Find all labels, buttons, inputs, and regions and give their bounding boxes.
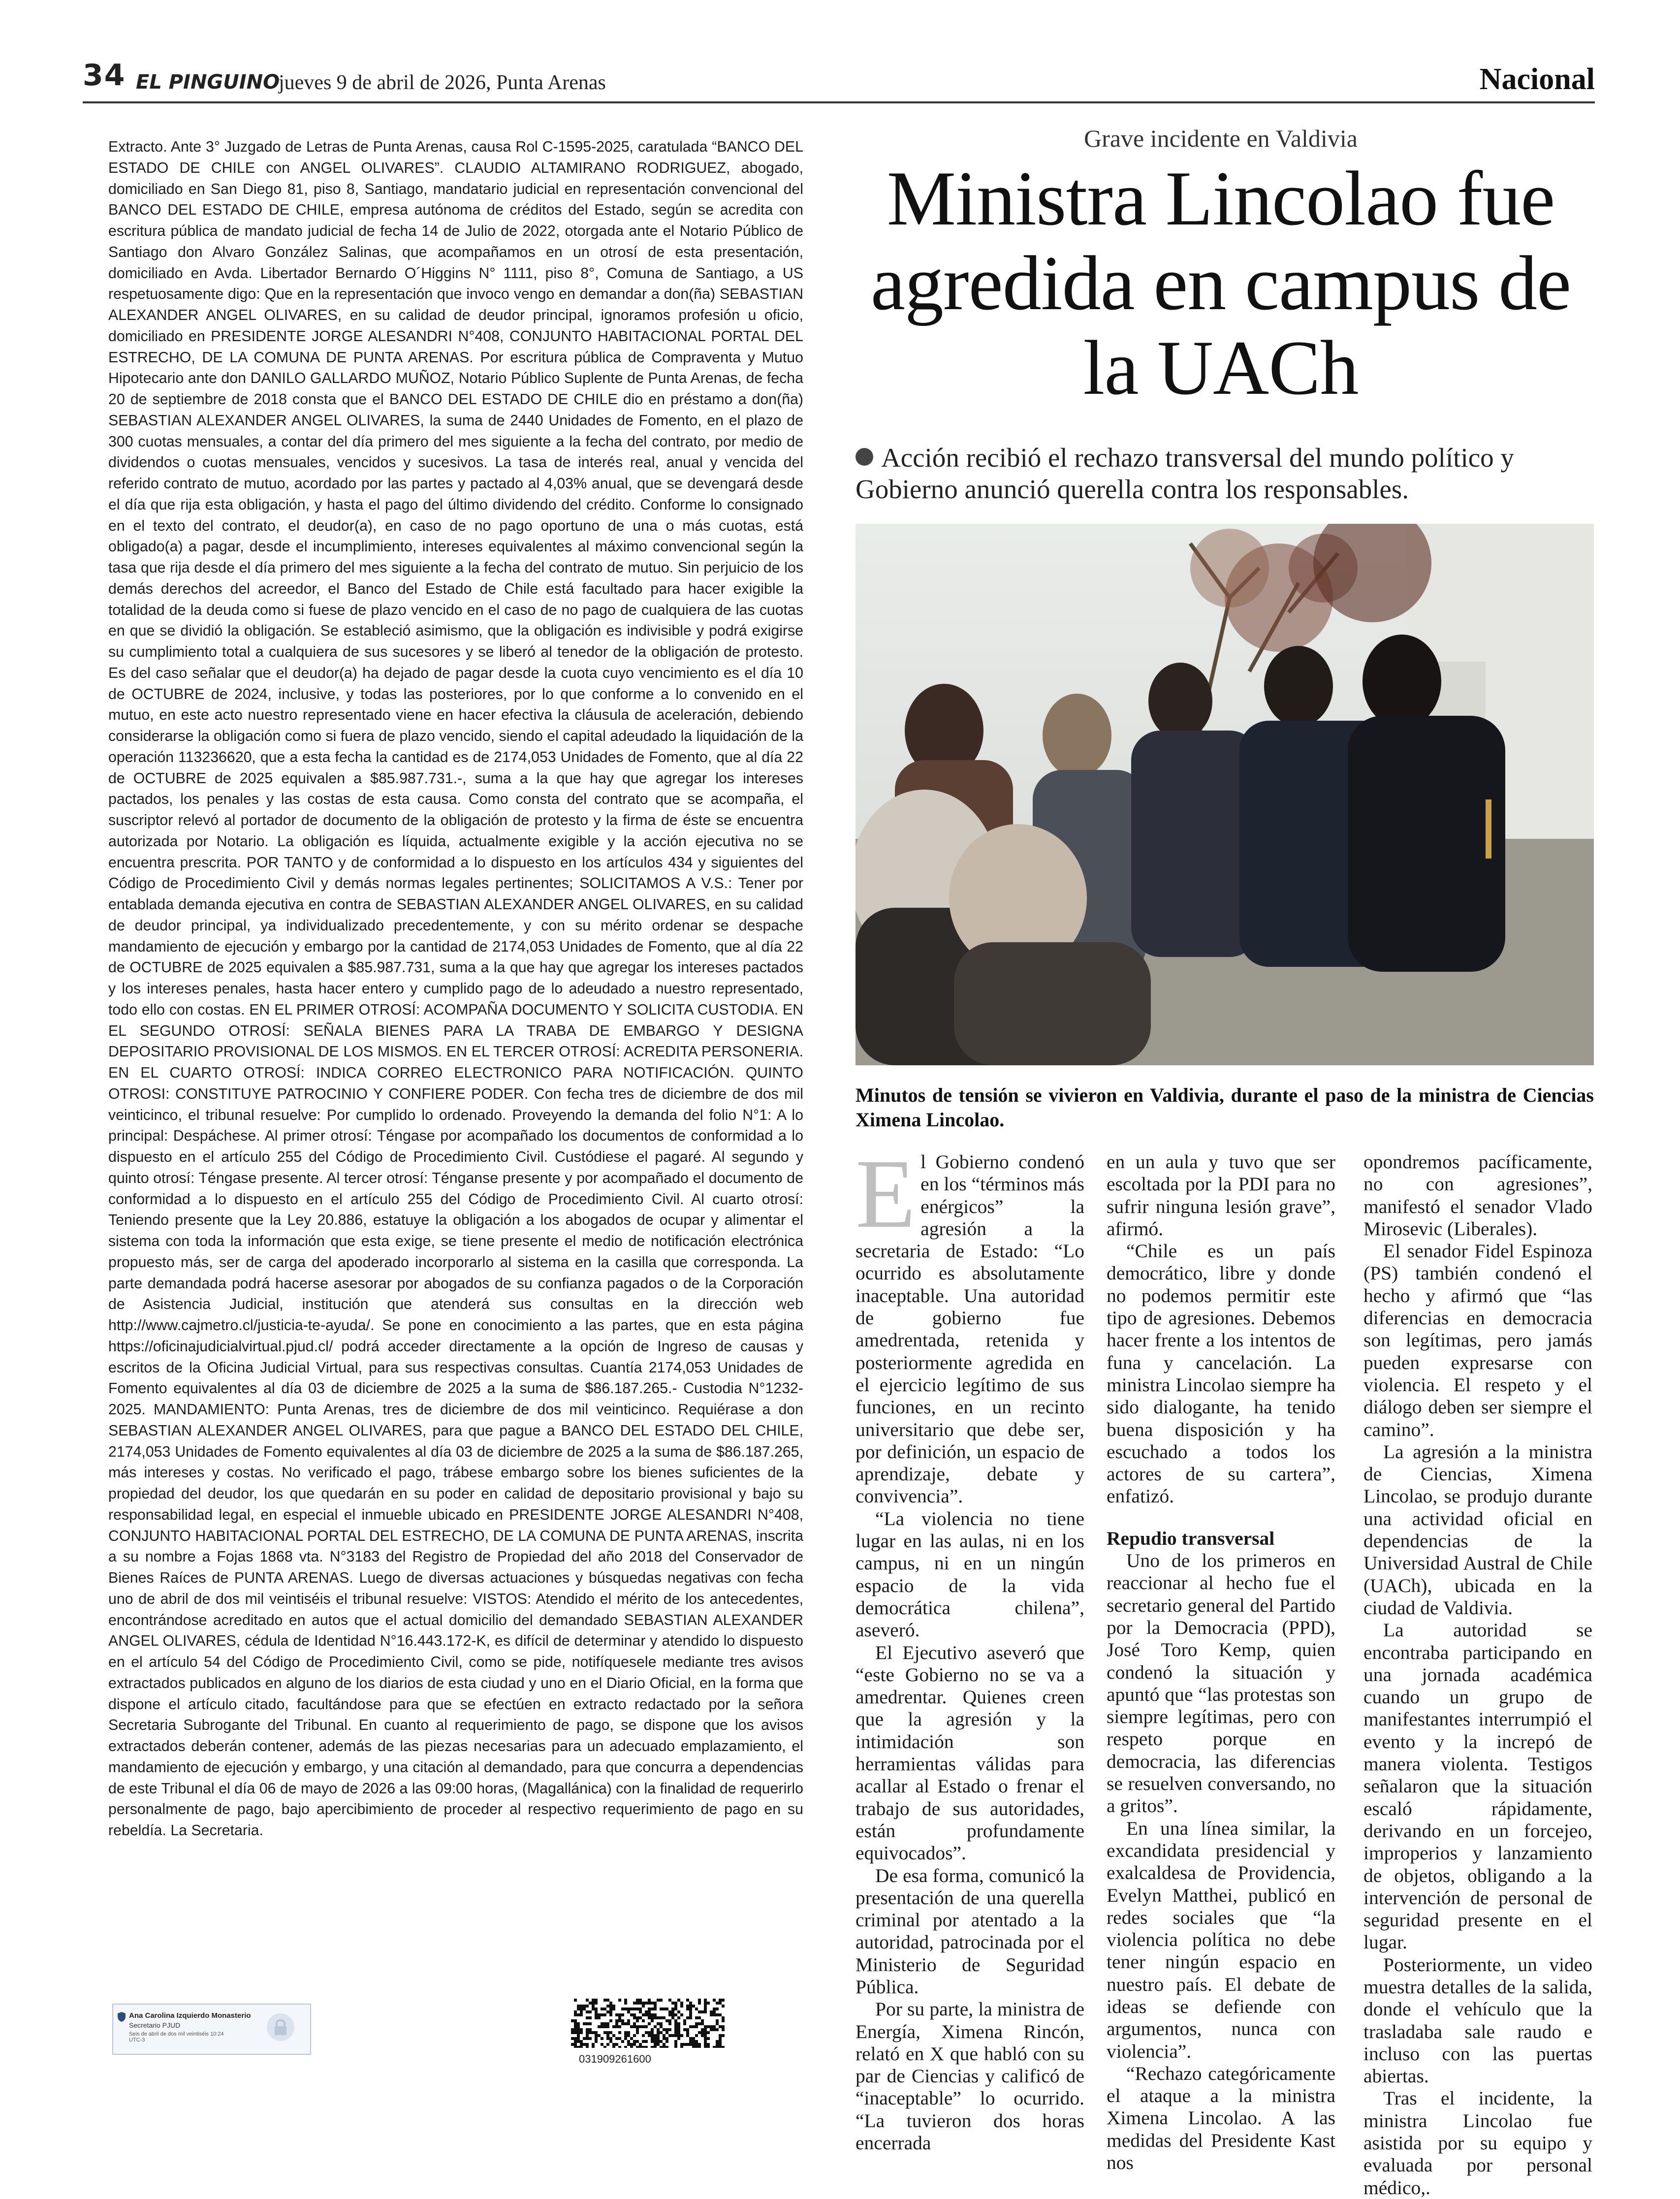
article-lead-text: Acción recibió el rechazo transversal del mundo político y Gobierno anunció querella contra los responsables.	[856, 443, 1514, 505]
article-paragraph: De esa forma, comunicó la presentación de una querella criminal por atentado a la autoridad, patrocinada por el Ministerio de Seguridad Pública.	[856, 1864, 1084, 1998]
page-header	[0, 0, 1680, 108]
article-paragraph: En una línea similar, la excandidata presidencial y exalcaldesa de Providencia, Evelyn Matthei, publicó en redes sociales que “la violencia política no debe tener ningún espacio en nuestro país. El debate de ideas se defiende con argumentos, nunca con violencia”.	[1107, 1817, 1335, 2062]
dateline: jueves 9 de abril de 2026, Punta Arenas	[279, 71, 606, 94]
article-paragraph: Tras el incidente, la ministra Lincolao fue asistida por su equipo y evaluada por personal médico,.	[1363, 2087, 1592, 2199]
article-paragraph: l Gobierno condenó en los “términos más enérgicos” la agresión a la secretaria de Estado: “Lo ocurrido es absolutamente inaceptable. Una autoridad de gobierno fue amedrentada, retenida y posteriormente agredida en el ejercicio legítimo de sus funciones, en un recinto universitario que debe ser, por definición, un espacio de aprendizaje, debate y convivencia”.	[856, 1151, 1084, 1507]
article-paragraph: El Ejecutivo aseveró que “este Gobierno no se va a amedrentar. Quienes creen que la agresión y la intimidación son herramientas válidas para acallar al Estado o frenar el trabajo de sus autoridades, están profundamente equivocados”.	[856, 1641, 1084, 1864]
signer-role: Secretario PJUD	[129, 2021, 181, 2029]
header-rule	[83, 101, 1595, 103]
article-paragraph: El senador Fidel Espinoza (PS) también condenó el hecho y afirmó que “las diferencias en democracia son legítimas, pero jamás pueden expresarse con violencia. El respeto y el diálogo deben ser siempre el camino”.	[1363, 1240, 1592, 1440]
lock-icon	[266, 2012, 295, 2042]
barcode-number: 031909261600	[579, 2053, 651, 2065]
article-paragraph: en un aula y tuvo que ser escoltada por la PDI para no sufrir ninguna lesión grave”, afirmó.	[1107, 1151, 1335, 1240]
article-headline: Ministra Lincolao fue agredida en campus de la UACh	[870, 156, 1571, 412]
signer-name: Ana Carolina Izquierdo Monasterio	[129, 2011, 251, 2020]
article-paragraph: opondremos pacíficamente, no con agresiones”, manifestó el senador Vlado Mirosevic (Liberales).	[1363, 1151, 1592, 1240]
article-lead	[856, 442, 1594, 506]
bullet-icon	[856, 448, 873, 466]
article-subhead: Repudio transversal	[1107, 1527, 1275, 1549]
article-paragraph: Posteriormente, un video muestra detalles de la salida, donde el vehículo que la trasladaba sale raudo e incluso con las puertas abiertas.	[1363, 1953, 1592, 2087]
article-kicker: Grave incidente en Valdivia	[1084, 125, 1358, 152]
article-paragraph: “Rechazo categóricamente el ataque a la ministra Ximena Lincolao. A las medidas del Presidente Kast nos	[1107, 2062, 1335, 2174]
signature-date: Seis de abril de dos mil veintiséis 10:24 UTC-3	[129, 2031, 224, 2043]
article-paragraph: La agresión a la ministra de Ciencias, Ximena Lincolao, se produjo durante una actividad oficial en dependencias de la Universidad Austral de Chile (UACh), ubicada en la ciudad de Valdivia.	[1363, 1440, 1592, 1619]
legal-notice	[108, 137, 803, 2037]
shield-icon	[117, 2011, 126, 2022]
article-paragraph: “La violencia no tiene lugar en las aulas, ni en los campus, ni en un ningún espacio de la vida democrática chilena”, aseveró.	[856, 1507, 1084, 1641]
article-paragraph: La autoridad se encontraba participando en una jornada académica cuando un grupo de manifestantes interrumpió el evento y la increpó de manera violenta. Testigos señalaron que la situación escaló rápidamente, derivando en un forcejeo, improperios y lanzamiento de objetos, obligando a la intervención de personal de seguridad presente en el lugar.	[1363, 1619, 1592, 1953]
article-paragraph: “Chile es un país democrático, libre y donde no podemos permitir este tipo de agresiones. Debemos hacer frente a los intentos de funa y cancelación. La ministra Lincolao siempre ha sido dialogante, ha tenido buena disposición y ha escuchado a todos los actores de su cartera”, enfatizó.	[1107, 1240, 1335, 1507]
electronic-signature-box	[112, 2004, 311, 2055]
newspaper-masthead: EL PINGUINO	[136, 71, 280, 94]
article-paragraph: Por su parte, la ministra de Energía, Ximena Rincón, relató en X que habló con su par de Ciencias y calificó de “inaceptable” lo ocurrido. “La tuvieron dos horas encerrada	[856, 1998, 1084, 2154]
drop-cap: E	[856, 1140, 916, 1248]
article-paragraph: Uno de los primeros en reaccionar al hecho fue el secretario general del Partido por la Democracia (PPD), José Toro Kemp, quien condenó la situación y apuntó que “las protestas son siempre legítimas, pero con respeto porque en democracia, las diferencias se resuelven conversando, no a gritos”.	[1107, 1550, 1335, 1817]
legal-notice-text: Extracto. Ante 3° Juzgado de Letras de Punta Arenas, causa Rol C-1595-2025, caratulada “BANCO DEL ESTADO DE CHILE con ANGEL OLIVARES”. CLAUDIO ALTAMIRANO RODRIGUEZ, abogado, domiciliado en San Diego 81, piso 8, Santiago, mandatario judicial en representación convencional del BANCO DEL ESTADO DE CHILE, empresa autónoma de créditos del Estado, según se acredita con escritura pública de mandato judicial de fecha 14 de Julio de 2022, otorgada ante el Notario Público de Santiago don Alvaro González Salinas, que acompañamos en un otrosí de esta presentación, domiciliado en Avda. Libertador Bernardo O´Higgins N° 1111, piso 8°, Comuna de Santiago, a US respetuosamente digo: Que en la representación que invoco vengo en demandar a don(ña) SEBASTIAN ALEXANDER ANGEL OLIVARES, en su calidad de deudor principal, ignoramos profesión u oficio, domiciliado en PRESIDENTE JORGE ALESANDRI N°408, CONJUNTO HABITACIONAL PORTAL DEL ESTRECHO, DE LA COMUNA DE PUNTA ARENAS. Por escritura pública de Compraventa y Mutuo Hipotecario ante don DANILO GALLARDO MUÑOZ, Notario Público Suplente de Punta Arenas, de fecha 20 de septiembre de 2018 consta que el BANCO DEL ESTADO DE CHILE dio en préstamo a don(ña) SEBASTIAN ALEXANDER ANGEL OLIVARES, la suma de 2440 Unidades de Fomento, en el plazo de 300 cuotas mensuales, a contar del día primero del mes siguiente a la fecha del contrato, por medio de dividendos o cuotas mensuales, vencidos y sucesivos. La tasa de interés real, anual y vencida del referido contrato de mutuo, acordado por las partes y pactado al 4,03% anual, que se devengará desde el día que rija esta obligación, y hasta el pago del último dividendo del crédito. Conforme lo consignado en el texto del contrato, el deudor(a), en caso de no pago oportuno de una o más cuotas, está obligado(a) a pagar, desde el incumplimiento, intereses equivalentes al máximo convencional según la tasa que rija desde el día primero del mes siguiente a la fecha del contrato de mutuo. Sin perjuicio de los demás derechos del acreedor, el Banco del Estado de Chile está facultado para hacer exigible la totalidad de la deuda como si fuese de plazo vencido en el caso de no pago de cualquiera de las cuotas en que se dividió la obligación. Se estableció asimismo, que la obligación es indivisible y podrá exigirse su cumplimiento total a cualquiera de sus sucesores y se liberó al tenedor de la obligación de protesto. Es del caso señalar que el deudor(a) ha dejado de pagar desde la cuota cuyo vencimiento es el día 10 de OCTUBRE de 2024, inclusive, y todas las posteriores, por lo que conforme a lo convenido en el mutuo, en este acto nuestro representado viene en hacer efectiva la cláusula de aceleración, debiendo considerarse la obligación como si fuera de plazo vencido, siendo el capital adeudado la liquidación de la operación 113236620, que a esta fecha la cantidad es de 2174,053 Unidades de Fomento, que al día 22 de OCTUBRE de 2025 equivalen a $85.987.731.-, suma a la que hay que agregar los intereses pactados, los penales y las costas de esta causa. Como consta del contrato que se acompaña, el suscriptor relevó al portador de documento de la obligación de protesto y la firma de éste se encuentra autorizada por Notario. La obligación es líquida, actualmente exigible y la acción ejecutiva no se encuentra prescrita. POR TANTO y de conformidad a lo dispuesto en los artículos 434 y siguientes del Código de Procedimiento Civil y demás normas legales pertinentes; SOLICITAMOS A V.S.: Tener por entablada demanda ejecutiva en contra de SEBASTIAN ALEXANDER ANGEL OLIVARES, en su calidad de deudor principal, ya individualizado precedentemente, y con su mérito ordenar se despache mandamiento de ejecución y embargo por la cantidad de 2174,053 Unidades de Fomento, que al día 22 de OCTUBRE de 2025 equivalen a $85.987.731, suma a la que hay que agregar los intereses pactados y los intereses penales, hasta hacer entero y cumplido pago de lo adeudado a nuestro representado, todo ello con costas. EN EL PRIMER OTROSÍ: ACOMPAÑA DOCUMENTO Y SOLICITA CUSTODIA. EN EL SEGUNDO OTROSÍ: SEÑALA BIENES PARA LA TRABA DE EMBARGO Y DESIGNA DEPOSITARIO PROVISIONAL DE LOS MISMOS. EN EL TERCER OTROSÍ: ACREDITA PERSONERIA. EN EL CUARTO OTROSÍ: INDICA CORREO ELECTRONICO PARA NOTIFICACIÓN. QUINTO OTROSI: CONSTITUYE PATROCINIO Y CONFIERE PODER. Con fecha tres de diciembre de dos mil veinticinco, el tribunal resuelve: Por cumplido lo ordenado. Proveyendo la demanda del folio N°1: A lo principal: Despáchese. Al primer otrosí: Téngase por acompañado los documentos de conformidad a lo dispuesto en el artículo 255 del Código de Procedimiento Civil. Custódiese el pagaré. Al segundo y quinto otrosí: Téngase presente. Al tercer otrosí: Ténganse presente y por acompañado el documento de conformidad a lo dispuesto en el artículo 255 del Código de Procedimiento Civil. Al cuarto otrosí: Teniendo presente que la Ley 20.886, estatuye la obligación a los abogados de ocupar y alimentar el sistema con toda la información que esta exige, se tiene presente el medio de notificación electrónica propuesto más, ser de carga del apoderado incorporarlo al sistema en la casilla que corresponda. La parte demandada podrá hacerse asesorar por abogados de su confianza pagados o de la Corporación de Asistencia Judicial, institución que atenderá sus consultas en la dirección web http://www.cajmetro.cl/justicia-te-ayuda/. Se pone en conocimiento a las partes, que en esta página https://oficinajudicialvirtual.pjud.cl/ podrá acceder directamente a la opción de Ingreso de causas y escritos de la Oficina Judicial Virtual, para sus respectivas consultas. Cuantía 2174,053 Unidades de Fomento equivalentes al día 03 de diciembre de 2025 a la suma de $86.187.265.- Custodia N°1232-2025. MANDAMIENTO: Punta Arenas, tres de diciembre de dos mil veinticinco. Requiérase a don SEBASTIAN ALEXANDER ANGEL OLIVARES, para que pague a BANCO DEL ESTADO DEL CHILE, 2174,053 Unidades de Fomento equivalentes al día 03 de diciembre de 2025 a la suma de $86.187.265, más intereses y costas. No verificado el pago, trábese embargo sobre los bienes suficientes de la propiedad del deudor, los que quedarán en su poder en calidad de depositario provisional y bajo su responsabilidad legal, en especial el inmueble ubicado en PRESIDENTE JORGE ALESANDRI N°408, CONJUNTO HABITACIONAL PORTAL DEL ESTRECHO, DE LA COMUNA DE PUNTA ARENAS, inscrita a su nombre a Fojas 1868 vta. N°3183 del Registro de Propiedad del año 2018 del Conservador de Bienes Raíces de PUNTA ARENAS. Luego de diversas actuaciones y búsquedas negativas con fecha uno de abril de dos mil veintiséis el tribunal resuelve: VISTOS: Atendido el mérito de los antecedentes, encontrándose acreditado en autos que el actual domicilio del demandado SEBASTIAN ALEXANDER ANGEL OLIVARES, cédula de Identidad N°16.443.172-K, es difícil de determinar y atendido lo dispuesto en el artículo 54 del Código de Procedimiento Civil, como se pide, notifíquesele mediante tres avisos extractados publicados en alguno de los diarios de esta ciudad y uno en el Diario Oficial, en la forma que dispone el artículo citado, facultándose para que se efectúen en extracto redactado por la señora Secretaria Subrogante del Tribunal. En cuanto al requerimiento de pago, se dispone que los avisos extractados deberán contener, además de las piezas necesarias para un adecuado emplazamiento, el mandamiento de ejecución y embargo, y una citación al demandado, para que concurra a dependencias de este Tribunal el día 06 de mayo de 2026 a las 09:00 horas, (Magallánica) con la finalidad de requerirlo personalmente de pago, bajo apercibimiento de proceder al respectivo requerimiento de pago en su rebeldía. La Secretaria.	[108, 139, 803, 1839]
barcode	[571, 1999, 725, 2048]
section-label: Nacional	[1479, 63, 1595, 96]
article-photo	[856, 524, 1594, 1065]
article-column-3	[1363, 1151, 1592, 2199]
article-column-2	[1107, 1151, 1335, 2174]
page-number: 34	[83, 58, 126, 93]
article-column-1	[856, 1140, 1084, 2154]
photo-caption: Minutos de tensión se vivieron en Valdivia, durante el paso de la ministra de Ciencias Ximena Lincolao.	[856, 1084, 1594, 1131]
